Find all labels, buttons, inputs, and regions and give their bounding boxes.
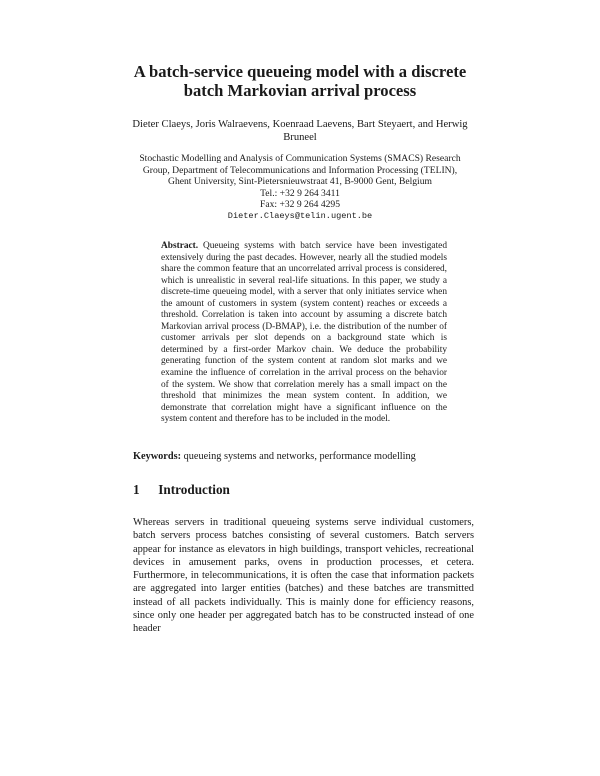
intro-paragraph: Whereas servers in traditional queueing systems serve individual customers, batch servers process batches consisting of several customers. Batch servers appear for instance as elevators in high buildings, transport vehicles, recreational devices in amusement parks, ovens in production processes, et cetera. Furthermore, in telecommunications, it is often the case that information packets are aggregated into larger entities (batches) and these batches are transmitted instead of all packets individually. This is mainly done for efficiency reasons, since only one header per aggregated batch has to be constructed instead of one header — [133, 517, 474, 635]
section-heading — [133, 482, 230, 498]
keywords-label: Keywords: — [133, 451, 182, 462]
keywords-text: queueing systems and networks, performance modelling — [183, 451, 416, 462]
affiliation-group: Stochastic Modelling and Analysis of Communication Systems (SMACS) Research Group, Department of Telecommunications and Information Processing (TELIN), Ghent University, Sint-Pietersnieuwstraat 41, B-9000 Gent, Belgium — [139, 153, 461, 188]
keywords — [133, 450, 473, 463]
affiliation-fax: Fax: +32 9 264 4295 — [259, 199, 341, 211]
abstract-label: Abstract. — [161, 241, 199, 251]
author-email: Dieter.Claeys@telin.ugent.be — [227, 210, 373, 221]
affiliation-block — [132, 153, 468, 223]
author-list: Dieter Claeys, Joris Walraevens, Koenraad Laevens, Bart Steyaert, and Herwig Bruneel — [132, 119, 468, 143]
affiliation-tel: Tel.: +32 9 264 3411 — [260, 187, 340, 199]
paper-title: A batch-service queueing model with a discrete batch Markovian arrival process — [133, 62, 467, 100]
section-title: Introduction — [158, 482, 230, 497]
abstract — [161, 241, 447, 426]
abstract-text: Queueing systems with batch service have been investigated extensively during the past decades. However, nearly all the studied models share the common feature that an uncorrelated arrival process is considered, which is unrealistic in several real-life situations. In this paper, we study a discrete-time queueing model, with a server that only initiates service when the amount of customers in system (system content) reaches or exceeds a threshold. Correlation is taken into account by assuming a discrete batch Markovian arrival process (D-BMAP), i.e. the distribution of the number of customer arrivals per slot depends on a background state which is determined by a first-order Markov chain. We deduce the probability generating function of the system content at random slot marks and we examine the influence of correlation in the arrival process on the behavior of the system. We show that correlation merely has a small impact on the threshold that minimizes the mean system content. In addition, we demonstrate that correlation might have a significant influence on the system content and therefore has to be included in the model. — [161, 241, 447, 425]
section-number: 1 — [133, 482, 140, 497]
